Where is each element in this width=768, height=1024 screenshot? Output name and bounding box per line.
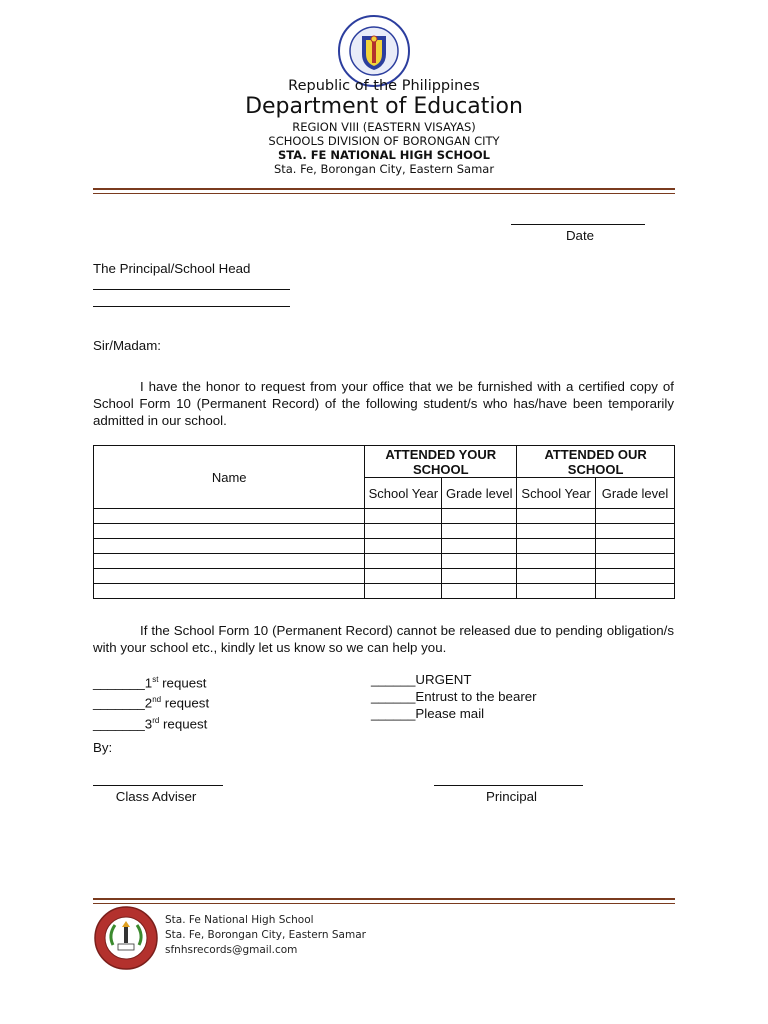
table-cell[interactable] xyxy=(596,509,675,524)
principal-label: Principal xyxy=(486,789,537,804)
table-cell[interactable] xyxy=(596,569,675,584)
table-cell[interactable] xyxy=(94,569,365,584)
request-item-3[interactable]: _______3rd request xyxy=(93,715,208,732)
table-cell[interactable] xyxy=(442,509,517,524)
table-cell[interactable] xyxy=(365,524,442,539)
table-cell[interactable] xyxy=(442,524,517,539)
your-school-year-header: School Year xyxy=(365,478,442,509)
option-mail[interactable]: ______Please mail xyxy=(371,706,485,721)
table-row xyxy=(94,509,675,524)
table-cell[interactable] xyxy=(94,584,365,599)
table-cell[interactable] xyxy=(365,509,442,524)
table-cell[interactable] xyxy=(517,569,596,584)
student-record-table xyxy=(93,445,675,599)
table-cell[interactable] xyxy=(442,584,517,599)
table-cell[interactable] xyxy=(442,569,517,584)
republic-line: Republic of the Philippines xyxy=(288,78,480,94)
body-paragraph-1: I have the honor to request from your office that we be furnished with a certified copy of School Form 10 (Permanent Record) of the following student/s who has/have been temporarily admitted in our school. xyxy=(93,379,674,428)
principal-signature-line xyxy=(434,785,583,786)
footer-school: Sta. Fe National High School xyxy=(165,914,314,926)
division-line: SCHOOLS DIVISION OF BORONGAN CITY xyxy=(268,134,500,148)
name-header: Name xyxy=(94,446,365,509)
body-paragraph-2: If the School Form 10 (Permanent Record) cannot be released due to pending obligation/s with your school etc., kindly let us know so we can help you. xyxy=(93,623,674,655)
attended-your-school-header: ATTENDED YOUR SCHOOL xyxy=(365,446,517,478)
adviser-label: Class Adviser xyxy=(115,789,197,804)
recipient-title: The Principal/School Head xyxy=(93,261,251,276)
table-row xyxy=(94,524,675,539)
table-cell[interactable] xyxy=(596,539,675,554)
table-row xyxy=(94,554,675,569)
school-name: STA. FE NATIONAL HIGH SCHOOL xyxy=(277,148,491,162)
table-row xyxy=(94,569,675,584)
recipient-line-2 xyxy=(93,306,290,307)
recipient-line-1 xyxy=(93,289,290,290)
our-school-year-header: School Year xyxy=(517,478,596,509)
table-cell[interactable] xyxy=(365,569,442,584)
request-item-1[interactable]: _______1st request xyxy=(93,675,207,691)
table-cell[interactable] xyxy=(517,584,596,599)
table-cell[interactable] xyxy=(94,524,365,539)
table-cell[interactable] xyxy=(94,509,365,524)
table-cell[interactable] xyxy=(596,524,675,539)
header-rule-thin xyxy=(93,193,675,194)
option-urgent[interactable]: ______URGENT xyxy=(371,672,472,687)
table-cell[interactable] xyxy=(442,554,517,569)
your-grade-level-header: Grade level xyxy=(442,478,517,509)
our-grade-level-header: Grade level xyxy=(596,478,675,509)
table-cell[interactable] xyxy=(596,554,675,569)
footer-email[interactable]: sfnhsrecords@gmail.com xyxy=(165,944,298,956)
table-cell[interactable] xyxy=(365,584,442,599)
request-list xyxy=(93,671,353,732)
date-line xyxy=(511,224,645,225)
table-cell[interactable] xyxy=(442,539,517,554)
request-item-2[interactable]: _______2nd request xyxy=(93,695,210,711)
table-cell[interactable] xyxy=(365,554,442,569)
adviser-signature-line xyxy=(93,785,223,786)
footer-rule-thin xyxy=(93,903,675,904)
table-cell[interactable] xyxy=(94,554,365,569)
table-cell[interactable] xyxy=(596,584,675,599)
table-cell[interactable] xyxy=(517,524,596,539)
table-cell[interactable] xyxy=(517,539,596,554)
footer-address: Sta. Fe, Borongan City, Eastern Samar xyxy=(165,929,366,941)
header-rule xyxy=(93,188,675,190)
department-title: Department of Education xyxy=(245,94,523,119)
salutation: Sir/Madam: xyxy=(93,338,161,353)
by-label: By: xyxy=(93,740,113,755)
date-label: Date xyxy=(565,228,595,243)
table-cell[interactable] xyxy=(517,554,596,569)
school-address: Sta. Fe, Borongan City, Eastern Samar xyxy=(273,162,495,176)
table-cell[interactable] xyxy=(365,539,442,554)
footer-info xyxy=(165,913,366,958)
option-entrust[interactable]: ______Entrust to the bearer xyxy=(371,689,537,704)
attended-our-school-header: ATTENDED OUR SCHOOL xyxy=(517,446,675,478)
table-row xyxy=(94,584,675,599)
table-cell[interactable] xyxy=(517,509,596,524)
delivery-options xyxy=(371,671,631,722)
table-cell[interactable] xyxy=(94,539,365,554)
table-row xyxy=(94,539,675,554)
region-line: REGION VIII (EASTERN VISAYAS) xyxy=(292,120,476,134)
deped-seal xyxy=(337,14,411,88)
school-logo xyxy=(93,905,159,971)
footer-rule xyxy=(93,898,675,900)
